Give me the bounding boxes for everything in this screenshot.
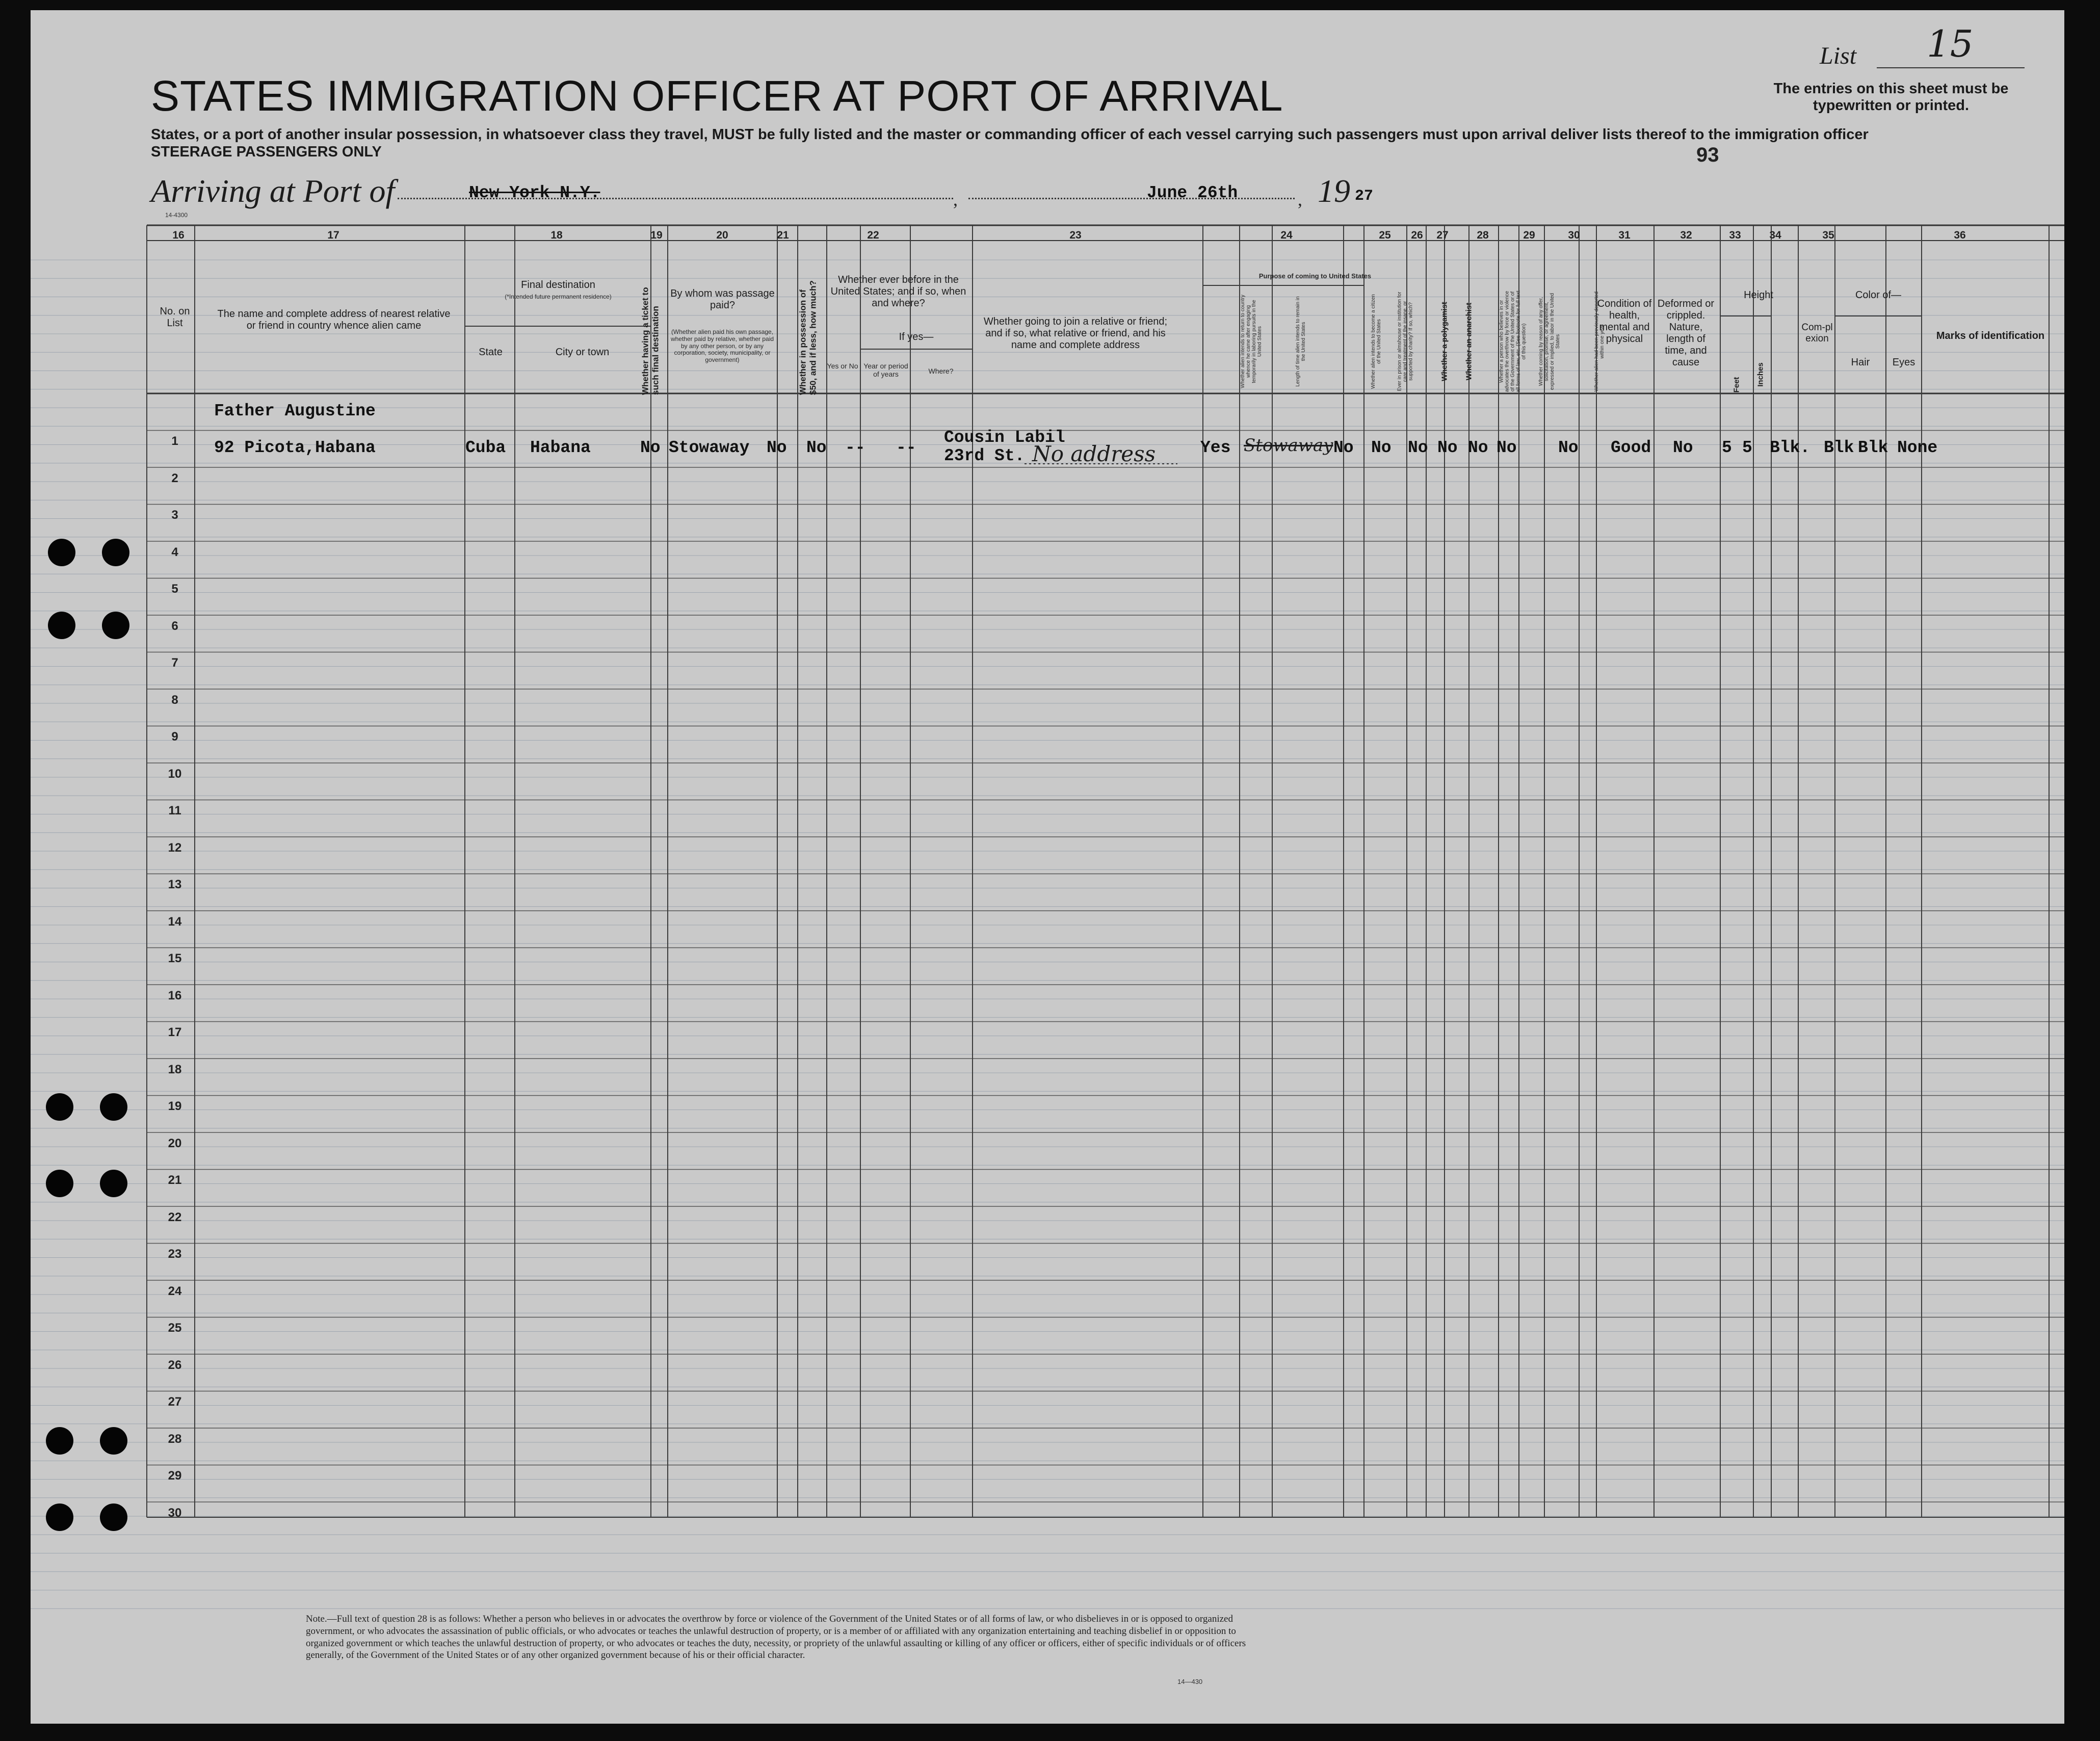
row-number: 4 xyxy=(171,545,178,559)
list-label: List xyxy=(1820,42,1857,69)
row-number: 10 xyxy=(168,767,182,781)
comma: , xyxy=(953,189,958,209)
header-yes-or-no: Yes or No xyxy=(827,362,858,370)
header-before-in-us: Whether ever before in the United States; and if so, when and where? xyxy=(830,274,966,309)
passage-paid-value: Stowaway xyxy=(669,438,750,457)
header-passage-paid-note: (Whether alien paid his own passage, whether paid by relative, whether paid by any other person, or by any corporation, society, municipality, or government) xyxy=(670,328,774,364)
header-overthrow: Whether a person who believes in or advocates the overthrow by force or violence of the Government of the United States or of all forms of law, etc. (See footnote for full text of this question) xyxy=(1499,291,1527,392)
year-prefix: 19 xyxy=(1318,173,1350,209)
form-code: 14-4300 xyxy=(165,212,188,219)
header-purpose: Purpose of coming to United States xyxy=(1258,272,1372,280)
arriving-label: Arriving at Port of xyxy=(151,173,395,209)
header-state: State xyxy=(479,347,503,358)
header-nearest-relative: The name and complete address of nearest relative or friend in country whence alien came xyxy=(217,308,451,331)
row-number: 8 xyxy=(171,693,178,707)
date-dots xyxy=(968,198,1295,199)
binder-hole xyxy=(46,1427,73,1455)
row-number: 15 xyxy=(168,952,182,965)
col-number-31: 31 xyxy=(1618,229,1631,241)
row-number: 7 xyxy=(171,656,178,670)
marks-value: None xyxy=(1897,438,1938,457)
header-city: City or town xyxy=(555,347,610,358)
header-purpose-citizen: Whether alien intends to become a citizen of the United States xyxy=(1371,294,1382,389)
row-number: 24 xyxy=(168,1284,182,1298)
col-number-22: 22 xyxy=(867,229,879,241)
col-number-17: 17 xyxy=(327,229,339,241)
row-number: 21 xyxy=(168,1173,182,1187)
row-number: 9 xyxy=(171,730,178,744)
header-where: Where? xyxy=(928,367,954,375)
row-number: 25 xyxy=(168,1321,182,1335)
row-number: 13 xyxy=(168,878,182,891)
purpose-length-handwritten: Stowaway xyxy=(1244,435,1333,456)
comma: , xyxy=(1298,189,1302,209)
join-relative-handwritten: No address xyxy=(1032,441,1156,466)
binder-hole xyxy=(48,612,75,639)
before-us-value: No xyxy=(806,438,827,457)
col-number-32: 32 xyxy=(1680,229,1692,241)
col-number-35: 35 xyxy=(1822,229,1834,241)
col-number-18: 18 xyxy=(550,229,563,241)
header-contract: Whether coming by reason of any offer, solicitation, promise, or agreement, expressed or implied, to labor in the United States xyxy=(1538,293,1561,390)
manifest-grid xyxy=(31,10,2064,1724)
header-purpose-length: Length of time alien intends to remain in the United States xyxy=(1295,296,1306,387)
row-number: 12 xyxy=(168,840,182,855)
page-number: 93 xyxy=(1696,144,1719,166)
join-relative-street: 23rd St. xyxy=(944,446,1025,465)
row-number: 19 xyxy=(168,1099,182,1113)
col-number-16: 16 xyxy=(172,229,185,241)
polygamist-value: No xyxy=(1408,438,1428,457)
row-number: 11 xyxy=(168,804,181,817)
port-of-arrival: New York N.Y. xyxy=(469,183,600,202)
list-number: 15 xyxy=(1927,22,1974,65)
header-health: Condition of health, mental and physical xyxy=(1597,298,1652,345)
row-number: 28 xyxy=(168,1432,182,1446)
list-label-group xyxy=(1820,22,1974,70)
row-number: 29 xyxy=(168,1469,182,1483)
join-relative-name: Cousin Labil xyxy=(944,428,1065,447)
col-number-23: 23 xyxy=(1069,229,1082,241)
deported-value: No xyxy=(1558,438,1579,457)
header-purpose-return: Whether alien intends to return to country whence he came after engaging temporarily in laboring pursuits in the United States xyxy=(1240,295,1263,388)
col-number-27: 27 xyxy=(1436,229,1449,241)
header-deported: Whether alien had been previously deported within one year xyxy=(1594,291,1605,392)
col-number-29: 29 xyxy=(1523,229,1535,241)
citizen-value: No xyxy=(1333,438,1354,457)
height-inches-value: 5 xyxy=(1742,438,1752,457)
row-number: 16 xyxy=(168,988,182,1003)
entries-note: The entries on this sheet must be typewritten or printed. xyxy=(1773,81,2009,114)
binder-hole xyxy=(48,539,75,566)
header-final-destination-note: (*Intended future permanent residence) xyxy=(505,293,612,300)
col-number-30: 30 xyxy=(1568,229,1580,241)
health-value: Good xyxy=(1611,438,1651,457)
header-prison: Ever in prison or almshouse or institution for care and treatment of the insane, or supported by charity? If so, which? xyxy=(1397,292,1414,391)
prison-value: No xyxy=(1371,438,1392,457)
row-number: 6 xyxy=(171,619,178,633)
deformed-value: No xyxy=(1673,438,1693,457)
row-number: 17 xyxy=(168,1025,182,1039)
binder-hole xyxy=(100,1427,127,1455)
binder-hole xyxy=(102,539,129,566)
row-number: 1 xyxy=(171,434,178,448)
row-number: 5 xyxy=(171,582,178,596)
header-hair: Hair xyxy=(1851,357,1870,368)
binder-hole xyxy=(102,612,129,639)
relative-address: 92 Picota,Habana xyxy=(214,438,376,457)
subtitle: States, or a port of another insular possession, in whatsoever class they travel, MUST be fully listed and the master or commanding officer of each vessel carrying such passengers must upon arrival deliver lists thereof to the immigration officer xyxy=(151,126,1869,143)
complexion-value: Blk. xyxy=(1770,438,1810,457)
height-feet-value: 5 xyxy=(1722,438,1732,457)
row-number: 14 xyxy=(168,914,182,929)
before-where-value: -- xyxy=(896,438,916,457)
dest-city: Habana xyxy=(530,438,591,457)
col-number-21: 21 xyxy=(777,229,789,241)
row-number: 2 xyxy=(171,471,178,485)
manifest-sheet xyxy=(31,10,2064,1724)
overthrow-value: No xyxy=(1468,438,1488,457)
col-number-28: 28 xyxy=(1477,229,1489,241)
row-number: 20 xyxy=(168,1136,182,1150)
purpose-return-value: Yes xyxy=(1200,438,1231,457)
row-number: 3 xyxy=(171,508,178,522)
header-color: Color of— xyxy=(1855,289,1902,301)
col-number-34: 34 xyxy=(1769,229,1781,241)
header-complexion: Com-plexion xyxy=(1801,322,1833,344)
col-number-20: 20 xyxy=(716,229,728,241)
ticket-value: No xyxy=(640,438,661,457)
col-number-36: 36 xyxy=(1954,229,1966,241)
header-marks: Marks of identification xyxy=(1936,330,2045,341)
header-inches: Inches xyxy=(1756,362,1765,387)
binder-hole xyxy=(100,1170,127,1197)
row-number: 23 xyxy=(168,1247,182,1261)
row-number: 18 xyxy=(168,1062,182,1076)
header-year: Year or period of years xyxy=(863,362,908,379)
row-number: 26 xyxy=(168,1358,182,1372)
col-number-33: 33 xyxy=(1729,229,1741,241)
money-value: No xyxy=(767,438,787,457)
header-polygamist: Whether a polygamist xyxy=(1440,302,1449,381)
header-eyes: Eyes xyxy=(1892,357,1915,368)
eyes-value: Blk xyxy=(1858,438,1888,457)
header-ticket: Whether having a ticket to such final destination xyxy=(640,287,661,395)
binder-hole xyxy=(100,1503,127,1531)
header-passage-paid: By whom was passage paid? xyxy=(670,288,775,311)
header-money: Whether in possession of $50, and if less, how much? xyxy=(798,280,818,395)
col-number-25: 25 xyxy=(1379,229,1391,241)
row-number: 22 xyxy=(168,1210,182,1224)
binder-hole xyxy=(46,1170,73,1197)
row-number: 30 xyxy=(168,1506,182,1520)
hair-value: Blk xyxy=(1824,438,1854,457)
footnote-question-28: Note.—Full text of question 28 is as follows: Whether a person who believes in or advocates the overthrow by force or violence of the Government of the United States or of all forms of law, or who disbelieves in or is opposed to organized government, or who advocates the assassination of public officials, or who advocates or teaches the unlawful destruction of property, or is a member of or affiliated with any organization entertaining and teaching disbelief in or opposition to organized government or which teaches the unlawful destruction of property, or who advocates or teaches the duty, necessity, or propriety of the unlawful assaulting or killing of any officer or officers, either of specific individuals or of officers generally, of the Government of the United States or of any other organized government because of his or their official character. xyxy=(306,1614,1246,1661)
header-if-yes: If yes— xyxy=(899,331,934,342)
binder-hole xyxy=(100,1093,127,1121)
relative-name: Father Augustine xyxy=(214,402,376,420)
binder-hole xyxy=(46,1093,73,1121)
list-number-line xyxy=(1877,67,2025,68)
arrival-date: June 26th xyxy=(1147,183,1238,202)
binder-hole xyxy=(46,1503,73,1531)
header-final-destination: Final destination xyxy=(521,279,595,291)
header-deformed: Deformed or crippled. Nature, length of time, and cause xyxy=(1657,298,1715,368)
header-anarchist: Whether an anarchist xyxy=(1464,302,1474,381)
col-number-24: 24 xyxy=(1280,229,1293,241)
footnote-form-code: 14—430 xyxy=(1177,1678,1203,1685)
header-height: Height xyxy=(1744,289,1773,301)
col-number-26: 26 xyxy=(1411,229,1423,241)
page-title: STATES IMMIGRATION OFFICER AT PORT OF ARRIVAL xyxy=(151,72,1283,120)
row-number: 27 xyxy=(168,1395,182,1409)
before-year-value: -- xyxy=(845,438,865,457)
anarchist-value: No xyxy=(1437,438,1458,457)
header-feet: Feet xyxy=(1732,377,1741,393)
header-no-on-list: No. on List xyxy=(160,306,190,329)
contract-value: No xyxy=(1497,438,1517,457)
header-join-relative: Whether going to join a relative or friend; and if so, what relative or friend, and his name and complete address xyxy=(983,316,1168,351)
dest-state: Cuba xyxy=(465,438,506,457)
col-number-19: 19 xyxy=(650,229,663,241)
year-suffix: 27 xyxy=(1355,188,1374,205)
class-label: STEERAGE PASSENGERS ONLY xyxy=(151,144,382,160)
